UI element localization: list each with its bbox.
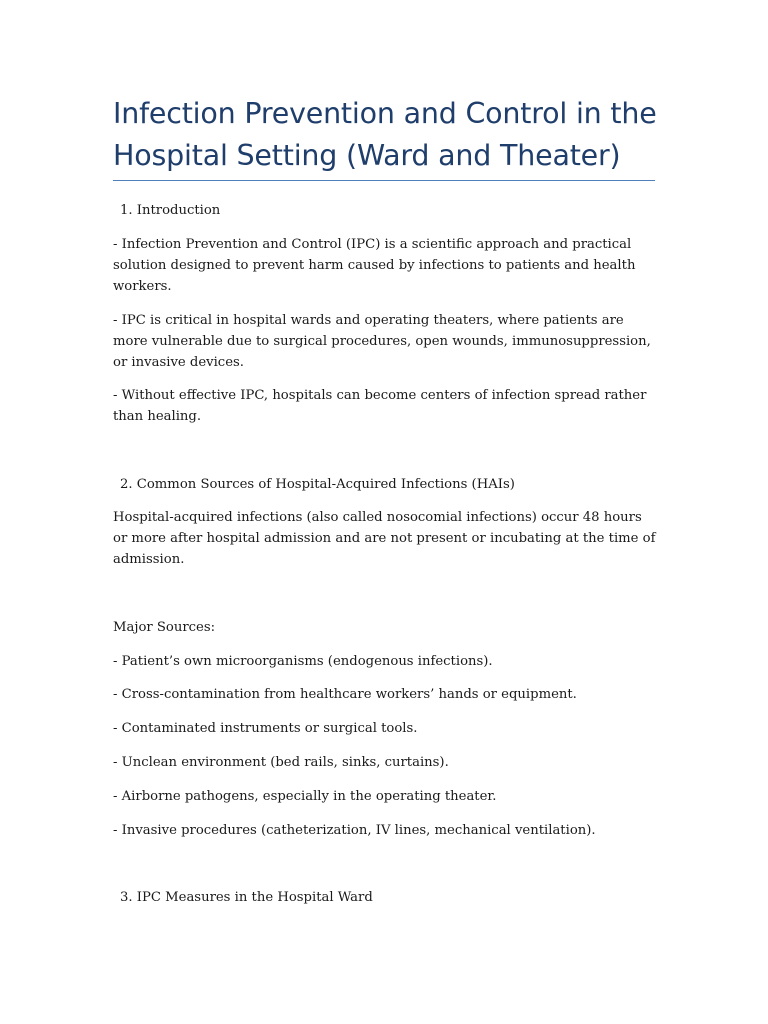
list-item: - Patient’s own microorganisms (endogenous infections). (113, 654, 493, 669)
list-item: - Invasive procedures (catheterization, IV lines, mechanical ventilation). (113, 823, 596, 838)
paragraph-ipc-definition: - Infection Prevention and Control (IPC) is a scientific approach and practical solution designed to prevent harm caused by infections to patients and health workers. (113, 237, 636, 294)
list-item: - Cross-contamination from healthcare workers’ hands or equipment. (113, 687, 577, 702)
section-heading-hai-sources: 2. Common Sources of Hospital-Acquired Infections (HAIs) (120, 477, 515, 492)
list-item: - Airborne pathogens, especially in the operating theater. (113, 789, 497, 804)
section-heading-introduction: 1. Introduction (120, 203, 221, 218)
list-item: - Unclean environment (bed rails, sinks, curtains). (113, 755, 449, 770)
list-item: - Contaminated instruments or surgical tools. (113, 721, 418, 736)
title-divider (113, 180, 655, 181)
paragraph-ipc-importance: - IPC is critical in hospital wards and operating theaters, where patients are more vulnerable due to surgical procedures, open wounds, immunosuppression, or invasive devices. (113, 313, 651, 370)
section-heading-ward-measures: 3. IPC Measures in the Hospital Ward (120, 890, 373, 905)
paragraph-hai-definition: Hospital-acquired infections (also called nosocomial infections) occur 48 hours or more after hospital admission and are not present or incubating at the time of admission. (113, 510, 656, 567)
document-title: Infection Prevention and Control in the Hospital Setting (Ward and Theater) (113, 97, 657, 172)
paragraph-ipc-without: - Without effective IPC, hospitals can become centers of infection spread rather than healing. (113, 388, 647, 424)
major-sources-label: Major Sources: (113, 620, 216, 635)
